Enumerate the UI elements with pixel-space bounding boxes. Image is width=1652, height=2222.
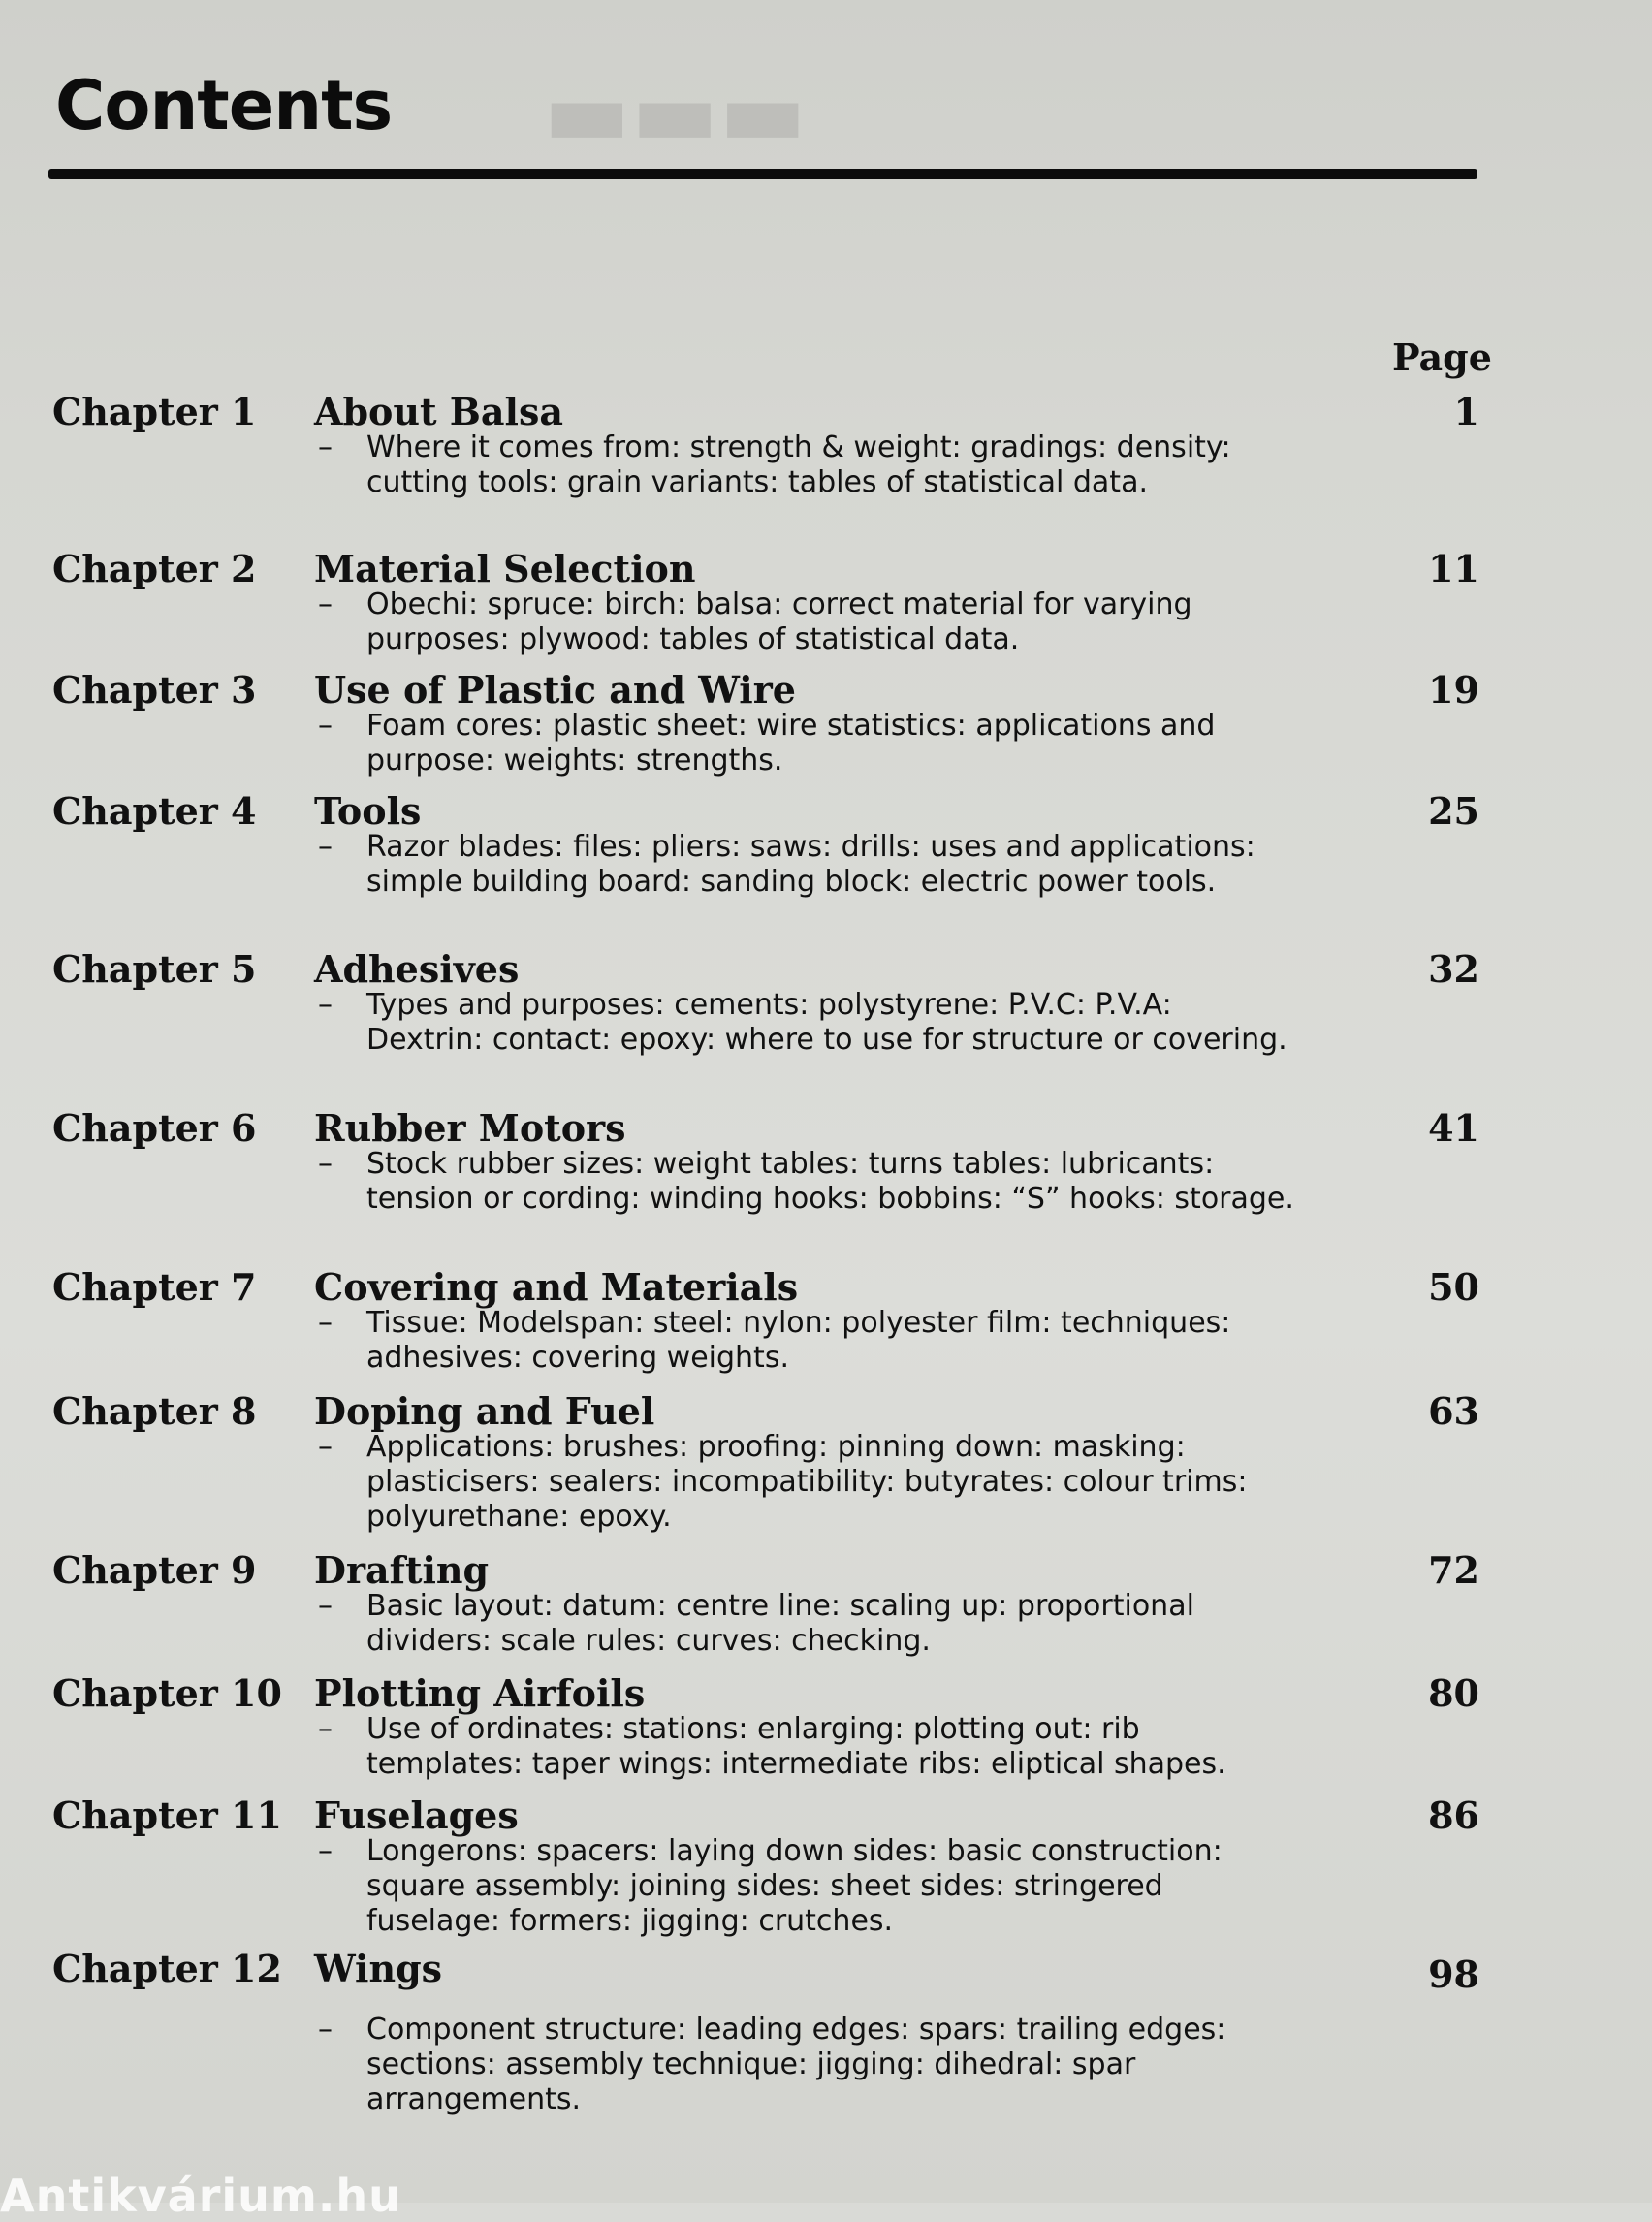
- chapter-page-number: 41: [1428, 1106, 1479, 1150]
- chapter-description: Where it comes from: strength & weight: gradings: density: cutting tools: grain variants: tables of statistical data.: [366, 430, 1231, 499]
- chapter-label: Chapter 12: [52, 1947, 282, 1990]
- chapter-title[interactable]: Covering and Materials: [314, 1265, 799, 1309]
- chapter-label: Chapter 7: [52, 1265, 257, 1309]
- dash-marker: –: [318, 1147, 333, 1181]
- chapter-title[interactable]: Adhesives: [314, 947, 520, 991]
- dash-marker: –: [318, 1306, 333, 1340]
- chapter-page-number: 1: [1453, 390, 1479, 433]
- chapter-label: Chapter 2: [52, 547, 257, 590]
- dash-marker: –: [318, 1430, 333, 1464]
- chapter-page-number: 80: [1428, 1671, 1479, 1715]
- page-title: Contents: [55, 66, 393, 145]
- chapter-title[interactable]: Fuselages: [314, 1793, 519, 1837]
- dash-marker: –: [318, 2013, 333, 2047]
- chapter-page-number: 98: [1428, 1952, 1479, 1996]
- chapter-description: Component structure: leading edges: spars: trailing edges: sections: assembly technique: jigging: dihedral: spar arrangements.: [366, 2013, 1226, 2116]
- chapter-description: Applications: brushes: proofing: pinning down: masking: plasticisers: sealers: incompatibility: butyrates: colour trims: polyurethane: epoxy.: [366, 1430, 1248, 1534]
- dash-marker: –: [318, 587, 333, 621]
- chapter-label: Chapter 3: [52, 668, 257, 712]
- chapter-label: Chapter 4: [52, 789, 257, 833]
- chapter-label: Chapter 9: [52, 1548, 257, 1592]
- dash-marker: –: [318, 1834, 333, 1868]
- chapter-description: Longerons: spacers: laying down sides: basic construction: square assembly: joining sides: sheet sides: stringered fuselage: formers: jigging: crutches.: [366, 1834, 1223, 1938]
- chapter-label: Chapter 8: [52, 1389, 257, 1433]
- chapter-description: Obechi: spruce: birch: balsa: correct material for varying purposes: plywood: tables of statistical data.: [366, 587, 1192, 656]
- chapter-label: Chapter 6: [52, 1106, 257, 1150]
- chapter-title[interactable]: About Balsa: [314, 390, 564, 433]
- chapter-label: Chapter 5: [52, 947, 257, 991]
- chapter-title[interactable]: Plotting Airfoils: [314, 1671, 646, 1715]
- chapter-page-number: 72: [1428, 1548, 1479, 1592]
- chapter-page-number: 32: [1428, 947, 1479, 991]
- chapter-title[interactable]: Use of Plastic and Wire: [314, 668, 796, 712]
- chapter-description: Stock rubber sizes: weight tables: turns tables: lubricants: tension or cording: winding hooks: bobbins: “S” hooks: storage.: [366, 1147, 1294, 1216]
- chapter-label: Chapter 10: [52, 1671, 282, 1715]
- page-column-header: Page: [1392, 335, 1492, 379]
- chapter-title[interactable]: Rubber Motors: [314, 1106, 626, 1150]
- chapter-description: Foam cores: plastic sheet: wire statistics: applications and purpose: weights: strengths.: [366, 709, 1216, 778]
- chapter-page-number: 86: [1428, 1793, 1479, 1837]
- chapter-label: Chapter 1: [52, 390, 257, 433]
- chapter-page-number: 63: [1428, 1389, 1479, 1433]
- chapter-title[interactable]: Drafting: [314, 1548, 490, 1592]
- dash-marker: –: [318, 1712, 333, 1746]
- dash-marker: –: [318, 430, 333, 464]
- chapter-page-number: 19: [1428, 668, 1479, 712]
- watermark: Antikvárium.hu: [0, 2170, 401, 2222]
- dash-marker: –: [318, 988, 333, 1022]
- chapter-title[interactable]: Tools: [314, 789, 422, 833]
- chapter-page-number: 25: [1428, 789, 1479, 833]
- chapter-title[interactable]: Material Selection: [314, 547, 696, 590]
- chapter-description: Basic layout: datum: centre line: scaling up: proportional dividers: scale rules: curves: checking.: [366, 1589, 1194, 1658]
- chapter-page-number: 50: [1428, 1265, 1479, 1309]
- chapter-page-number: 11: [1428, 547, 1479, 590]
- title-underline: [48, 169, 1477, 179]
- chapter-title[interactable]: Doping and Fuel: [314, 1389, 655, 1433]
- dash-marker: –: [318, 830, 333, 864]
- chapter-description: Tissue: Modelspan: steel: nylon: polyester film: techniques: adhesives: covering weights.: [366, 1306, 1231, 1375]
- chapter-description: Use of ordinates: stations: enlarging: plotting out: rib templates: taper wings: intermediate ribs: eliptical shapes.: [366, 1712, 1226, 1781]
- chapter-title[interactable]: Wings: [314, 1947, 443, 1990]
- chapter-description: Razor blades: files: pliers: saws: drills: uses and applications: simple building board: sanding block: electric power tools.: [366, 830, 1255, 899]
- dash-marker: –: [318, 1589, 333, 1623]
- show-through-texture: ▬▬▬: [543, 58, 808, 167]
- dash-marker: –: [318, 709, 333, 743]
- chapter-description: Types and purposes: cements: polystyrene: P.V.C: P.V.A: Dextrin: contact: epoxy: where to use for structure or covering.: [366, 988, 1287, 1057]
- chapter-label: Chapter 11: [52, 1793, 282, 1837]
